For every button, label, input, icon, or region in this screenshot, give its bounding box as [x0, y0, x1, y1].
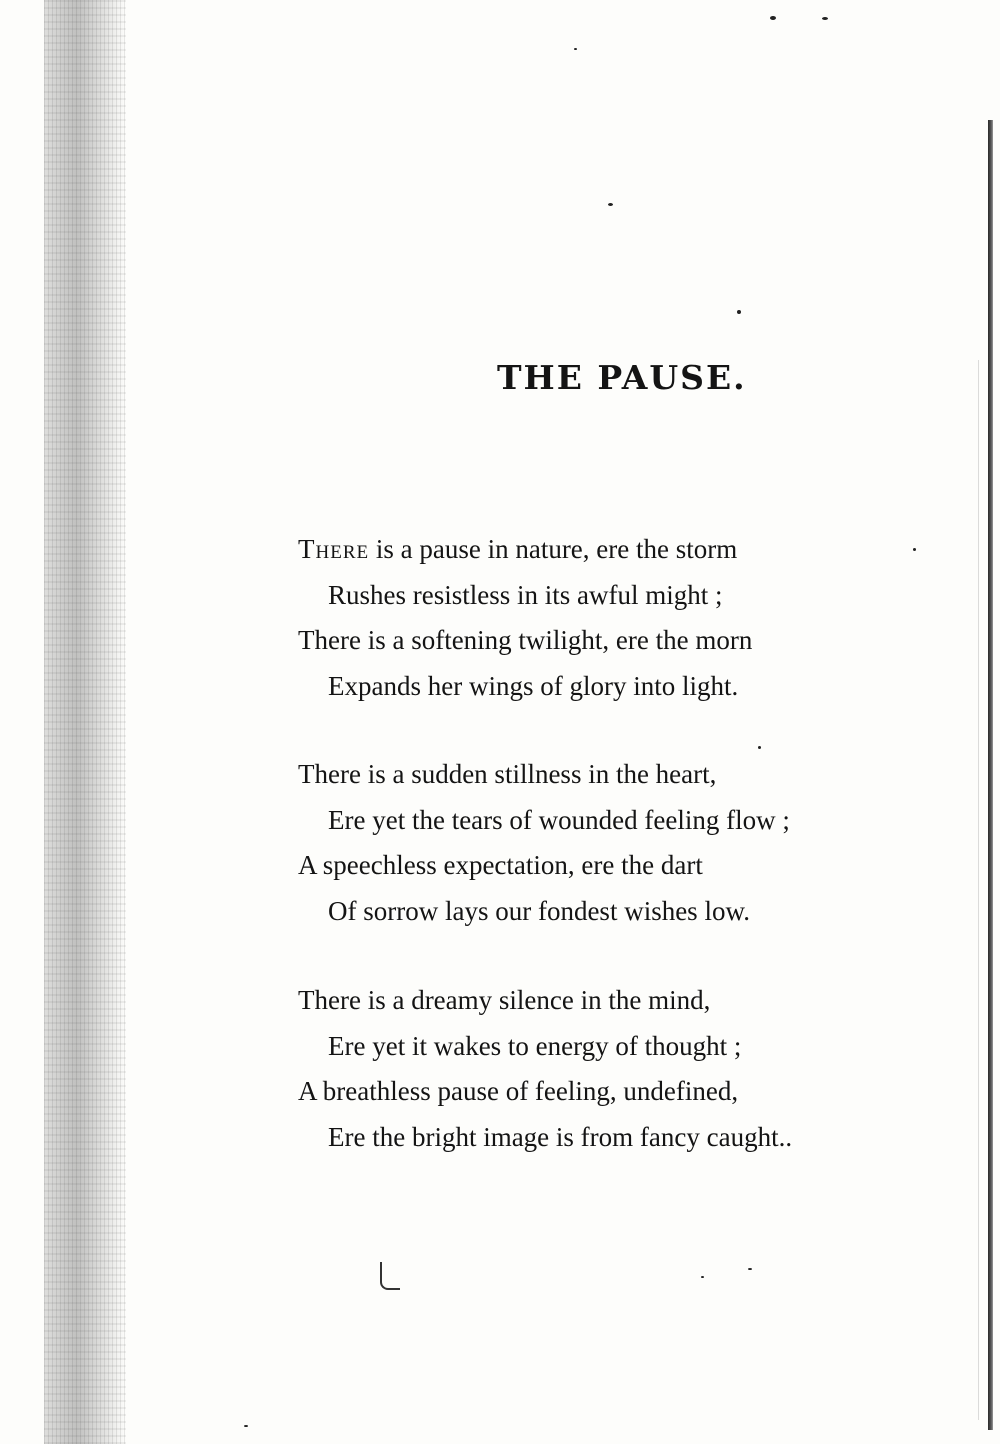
scan-speck [701, 1276, 704, 1278]
binding-gutter [44, 0, 126, 1444]
scan-speck [574, 48, 577, 50]
scan-speck [737, 310, 741, 314]
drop-word: There [298, 534, 370, 564]
poem-line: Ere the bright image is from fancy caught.. [328, 1121, 793, 1152]
poem-line: There is a sudden stillness in the heart, [298, 759, 717, 789]
poem-line: A speechless expectation, ere the dart [298, 850, 703, 880]
poem-line: Ere yet it wakes to energy of thought ; [328, 1030, 742, 1061]
stanza-1 [298, 527, 752, 709]
page-edge-shadow [978, 360, 979, 1420]
line-text: is a pause in nature, ere the storm [369, 534, 738, 564]
scan-speck [913, 548, 916, 551]
scan-speck [608, 203, 613, 206]
scan-speck [770, 16, 776, 20]
scan-speck [244, 1425, 248, 1427]
poem-line: Of sorrow lays our fondest wishes low. [328, 895, 750, 926]
scan-speck [758, 746, 761, 749]
page-edge-line [988, 120, 993, 1430]
scan-speck [748, 1268, 752, 1270]
poem-line: There is a dreamy silence in the mind, [298, 985, 711, 1015]
poem-line: There is a softening twilight, ere the morn [298, 625, 753, 655]
ink-mark [380, 1262, 400, 1290]
scan-speck [822, 17, 828, 20]
poem-line [298, 527, 752, 573]
poem-line: Rushes resistless in its awful might ; [328, 579, 723, 610]
stanza-2 [298, 752, 790, 934]
stanza-3 [298, 978, 792, 1160]
poem-line: A breathless pause of feeling, undefined, [298, 1076, 739, 1106]
poem-line: Expands her wings of glory into light. [328, 670, 739, 701]
poem-title: THE PAUSE. [497, 358, 747, 397]
poem-line: Ere yet the tears of wounded feeling flow ; [328, 804, 790, 835]
